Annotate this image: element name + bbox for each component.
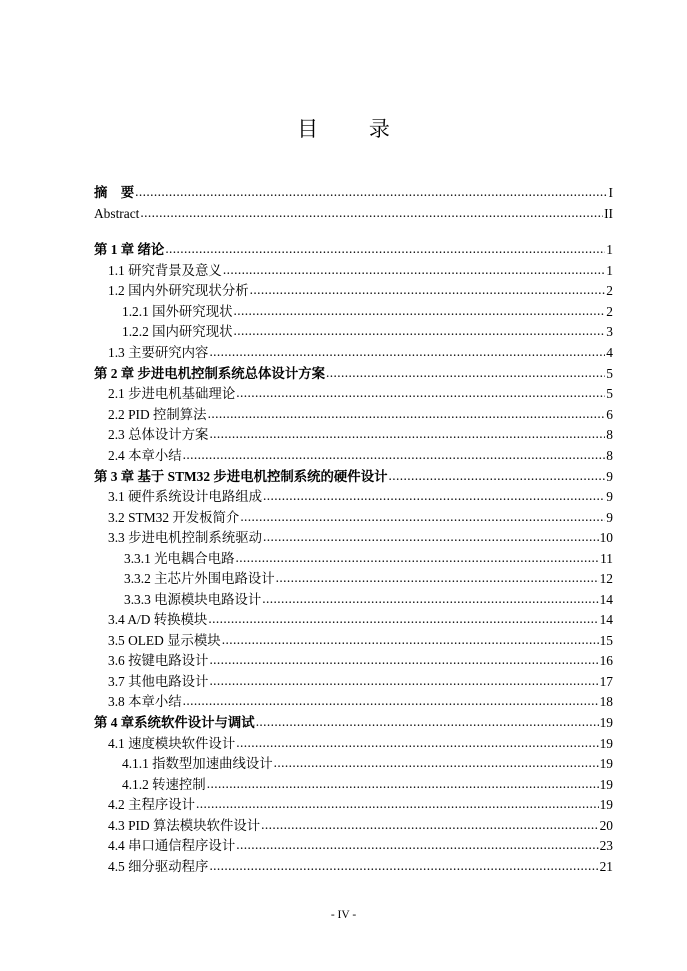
toc-entry bbox=[94, 384, 613, 405]
toc-entry-title: 第 1 章 绪论 bbox=[94, 242, 165, 257]
toc-entry-page: 4 bbox=[606, 344, 613, 360]
toc-dot-leader bbox=[209, 671, 598, 692]
toc-entry-page: 14 bbox=[599, 591, 613, 607]
toc-dot-leader bbox=[183, 691, 599, 712]
toc-entry-page: 18 bbox=[599, 694, 613, 709]
toc-dot-leader bbox=[196, 794, 599, 815]
toc-dot-leader bbox=[165, 239, 605, 260]
toc-entry-page: 16 bbox=[599, 653, 613, 668]
toc-dot-leader bbox=[261, 815, 598, 836]
toc-dot-leader bbox=[135, 182, 607, 203]
toc-entry-page: 19 bbox=[599, 776, 613, 792]
toc-entry-title: 摘 要 bbox=[94, 185, 135, 200]
toc-entry-title: 3.3 步进电机控制系统驱动 bbox=[108, 530, 262, 545]
toc-entry-page: 9 bbox=[606, 468, 613, 484]
toc-entry-page: 8 bbox=[606, 447, 613, 463]
toc-entry-page: 21 bbox=[599, 858, 613, 874]
toc-entry-title: 2.2 PID 控制算法 bbox=[108, 406, 207, 422]
toc-dot-leader bbox=[240, 507, 605, 528]
toc-entry-page: 20 bbox=[599, 817, 613, 833]
toc-entry-title: 4.3 PID 算法模块软件设计 bbox=[108, 817, 261, 833]
toc-entry bbox=[94, 569, 613, 590]
toc-dot-leader bbox=[209, 424, 605, 445]
toc-entry-title: 第 2 章 步进电机控制系统总体设计方案 bbox=[94, 365, 325, 381]
toc-entry-title: 3.5 OLED 显示模块 bbox=[108, 632, 221, 648]
toc-entry bbox=[94, 651, 613, 672]
toc-entry bbox=[94, 364, 613, 385]
toc-entry-title: 4.1.1 指数型加速曲线设计 bbox=[122, 756, 273, 771]
toc-entry-title: 3.3.3 电源模块电路设计 bbox=[124, 591, 262, 607]
toc-entry-page: 19 bbox=[599, 797, 613, 812]
toc-entry-title: 第 3 章 基于 STM32 步进电机控制系统的硬件设计 bbox=[94, 468, 388, 484]
toc-dot-leader bbox=[256, 712, 599, 733]
toc-entry-title: 2.4 本章小结 bbox=[108, 447, 182, 463]
toc-entry-title: 3.3.1 光电耦合电路 bbox=[124, 550, 235, 566]
toc-entry-title: 1.1 研究背景及意义 bbox=[108, 262, 222, 278]
toc-dot-leader bbox=[140, 203, 603, 224]
toc-dot-leader bbox=[209, 650, 598, 671]
toc-entry bbox=[94, 754, 613, 775]
toc-dot-leader bbox=[208, 609, 598, 630]
toc-dot-leader bbox=[236, 835, 598, 856]
toc-entry bbox=[94, 692, 613, 713]
toc-entry-title: 3.7 其他电路设计 bbox=[108, 673, 209, 689]
toc-dot-leader bbox=[233, 321, 605, 342]
toc-dot-leader bbox=[222, 630, 599, 651]
toc-entry-title: 3.4 A/D 转换模块 bbox=[108, 612, 208, 627]
toc-entry-page: 11 bbox=[600, 550, 613, 566]
toc-entry-title: 4.1 速度模块软件设计 bbox=[108, 735, 236, 751]
toc-entry bbox=[94, 631, 613, 652]
toc-entry bbox=[94, 487, 613, 508]
toc-entry-title: 3.1 硬件系统设计电路组成 bbox=[108, 489, 262, 504]
toc-entry-title: 3.3.2 主芯片外围电路设计 bbox=[124, 571, 275, 586]
toc-entry-title: 3.8 本章小结 bbox=[108, 694, 182, 709]
toc-entry-page: 23 bbox=[599, 838, 613, 853]
toc-entry-page: 2 bbox=[606, 283, 613, 298]
toc-entry-title: 3.2 STM32 开发板简介 bbox=[108, 509, 240, 525]
toc-entry-page: 10 bbox=[599, 530, 613, 545]
toc-entry bbox=[94, 508, 613, 529]
toc-entry-page: I bbox=[608, 185, 613, 200]
toc-entry bbox=[94, 713, 613, 734]
page-number-footer: - IV - bbox=[330, 909, 357, 921]
toc-entry bbox=[94, 528, 613, 549]
toc-entry bbox=[94, 240, 613, 261]
toc-entry bbox=[94, 734, 613, 755]
toc-entry bbox=[94, 775, 613, 796]
toc-entry-page: 19 bbox=[599, 715, 613, 730]
toc-entry bbox=[94, 446, 613, 467]
toc-entry bbox=[94, 322, 613, 343]
toc-entry-page: 6 bbox=[606, 406, 613, 422]
toc-entry-page: 1 bbox=[606, 262, 613, 278]
toc-entry bbox=[94, 281, 613, 302]
toc-dot-leader bbox=[388, 466, 605, 487]
toc-entry bbox=[94, 857, 613, 878]
toc-entry bbox=[94, 590, 613, 611]
toc-entry-title: 4.5 细分驱动程序 bbox=[108, 858, 209, 874]
toc-entry-title: 4.2 主程序设计 bbox=[108, 797, 196, 812]
toc-dot-leader bbox=[208, 404, 606, 425]
toc-entry bbox=[94, 672, 613, 693]
toc-dot-leader bbox=[263, 486, 605, 507]
toc-entry-page: 12 bbox=[599, 571, 613, 586]
toc-entry bbox=[94, 183, 613, 204]
toc-dot-leader bbox=[274, 753, 599, 774]
toc-dot-leader bbox=[209, 342, 605, 363]
toc-entry-page: 17 bbox=[599, 673, 613, 689]
toc-dot-leader bbox=[209, 856, 598, 877]
toc-dot-leader bbox=[263, 527, 599, 548]
toc-entry-title: 1.2.2 国内研究现状 bbox=[122, 324, 233, 339]
toc-entry-page: 9 bbox=[606, 489, 613, 504]
toc-entry bbox=[94, 795, 613, 816]
toc-entry bbox=[94, 836, 613, 857]
toc-entry bbox=[94, 204, 613, 225]
toc-entry-page: 5 bbox=[606, 365, 613, 381]
page-title: 目 录 bbox=[297, 117, 412, 141]
toc-entry-title: 1.2 国内外研究现状分析 bbox=[108, 283, 249, 298]
toc-entry-title: 1.3 主要研究内容 bbox=[108, 344, 209, 360]
toc-entry bbox=[94, 816, 613, 837]
toc-entry-page: 19 bbox=[599, 735, 613, 751]
toc-dot-leader bbox=[236, 733, 598, 754]
toc-entry-page: 2 bbox=[606, 303, 613, 319]
toc-entry-title: 2.3 总体设计方案 bbox=[108, 427, 209, 442]
toc-entry bbox=[94, 261, 613, 282]
toc-entry bbox=[94, 467, 613, 488]
toc-entry-page: 9 bbox=[606, 509, 613, 525]
toc-entry-title: 4.4 串口通信程序设计 bbox=[108, 838, 236, 853]
toc-entry bbox=[94, 302, 613, 323]
toc-entry bbox=[94, 425, 613, 446]
toc-entry-title: 4.1.2 转速控制 bbox=[122, 776, 206, 792]
toc-entry-page: 5 bbox=[606, 386, 613, 401]
toc-dot-leader bbox=[250, 280, 606, 301]
toc-dot-leader bbox=[223, 260, 605, 281]
toc-entry-title: 第 4 章系统软件设计与调试 bbox=[94, 715, 255, 730]
toc-entry bbox=[94, 405, 613, 426]
toc-entry-title: 1.2.1 国外研究现状 bbox=[122, 303, 233, 319]
toc-entry bbox=[94, 610, 613, 631]
toc-entry-page: 15 bbox=[599, 632, 613, 648]
toc-entry bbox=[94, 343, 613, 364]
toc-dot-leader bbox=[326, 363, 605, 384]
toc-entry-title: 2.1 步进电机基础理论 bbox=[108, 386, 236, 401]
toc-entry-page: 14 bbox=[599, 612, 613, 627]
toc-dot-leader bbox=[236, 383, 605, 404]
toc-dot-leader bbox=[262, 589, 598, 610]
toc-dot-leader bbox=[207, 774, 599, 795]
toc-entry-title: 3.6 按键电路设计 bbox=[108, 653, 209, 668]
toc-entry-page: 3 bbox=[606, 324, 613, 339]
toc-entry-page: 19 bbox=[599, 756, 613, 771]
toc-dot-leader bbox=[276, 568, 599, 589]
toc-entry-page: 8 bbox=[606, 427, 613, 442]
toc-dot-leader bbox=[183, 445, 606, 466]
toc-entry bbox=[94, 549, 613, 570]
toc-dot-leader bbox=[235, 548, 599, 569]
toc-entry-title: Abstract bbox=[94, 205, 140, 221]
toc-entry-page: 1 bbox=[606, 242, 613, 257]
toc-entry-page: II bbox=[604, 205, 613, 221]
toc-dot-leader bbox=[233, 301, 605, 322]
